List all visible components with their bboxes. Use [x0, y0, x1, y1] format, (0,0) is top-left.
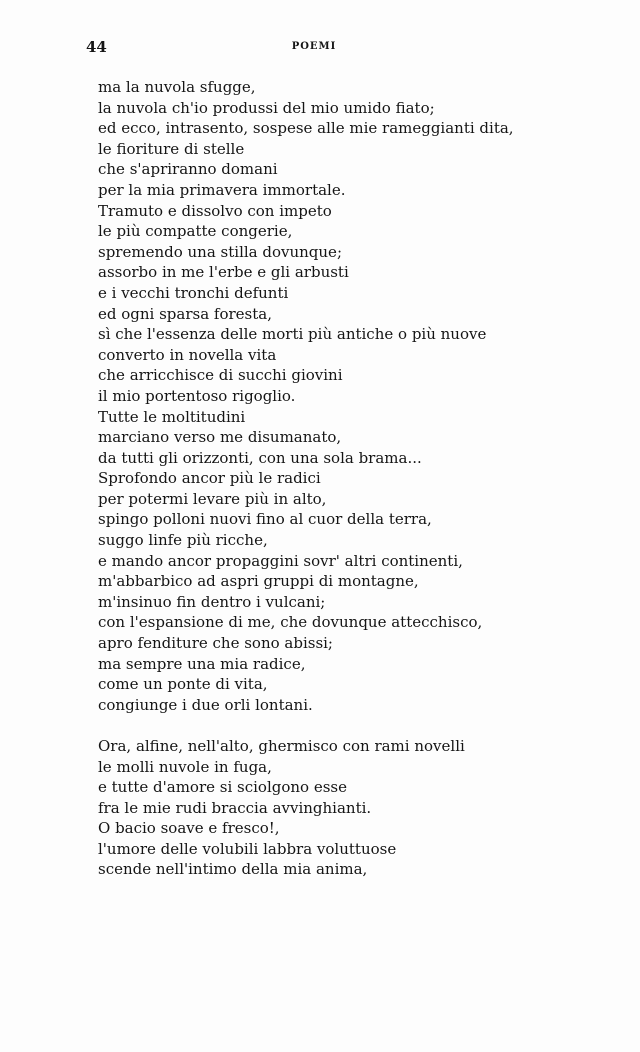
- poem-line: congiunge i due orli lontani.: [98, 695, 313, 714]
- poem-line: che arricchisce di succhi giovini: [98, 366, 343, 385]
- poem-line: spingo polloni nuovi fino al cuor della terra,: [98, 510, 432, 529]
- poem-line: che s'apriranno domani: [98, 160, 278, 179]
- poem-line: m'abbarbico ad aspri gruppi di montagne,: [98, 572, 419, 591]
- poem-line: converto in novella vita: [98, 345, 277, 364]
- poem-line: con l'espansione di me, che dovunque attecchisco,: [98, 613, 483, 632]
- poem-line: e tutte d'amore si sciolgono esse: [98, 778, 348, 797]
- stanza-1: [98, 77, 618, 715]
- poem-line: e mando ancor propaggini sovr' altri continenti,: [98, 551, 463, 570]
- poem-line: ed ogni sparsa foresta,: [98, 304, 272, 323]
- poem-line: e i vecchi tronchi defunti: [98, 283, 289, 302]
- poem-line: l'umore delle volubili labbra voluttuose: [98, 839, 397, 858]
- poem-line: il mio portentoso rigoglio.: [98, 386, 296, 405]
- page-number: 44: [86, 38, 107, 56]
- poem-line: sì che l'essenza delle morti più antiche o più nuove: [98, 325, 487, 344]
- poem-line: O bacio soave e fresco!,: [98, 819, 280, 838]
- poem-line: Tramuto e dissolvo con impeto: [98, 201, 332, 220]
- page-header: [86, 38, 542, 60]
- poem-line: le più compatte congerie,: [98, 222, 293, 241]
- poem-line: assorbo in me l'erbe e gli arbusti: [98, 263, 349, 282]
- poem-line: spremendo una stilla dovunque;: [98, 242, 342, 261]
- poem-line: ed ecco, intrasento, sospese alle mie rameggianti dita,: [98, 119, 514, 138]
- poem-line: apro fenditure che sono abissi;: [98, 634, 333, 653]
- poem-line: Sprofondo ancor più le radici: [98, 469, 321, 488]
- poem-line: m'insinuo fin dentro i vulcani;: [98, 592, 326, 611]
- poem-line: marciano verso me disumanato,: [98, 428, 342, 447]
- poem-line: fra le mie rudi braccia avvinghianti.: [98, 798, 372, 817]
- running-title: POEMI: [291, 41, 337, 52]
- poem-line: ma sempre una mia radice,: [98, 654, 306, 673]
- poem-line: per la mia primavera immortale.: [98, 180, 346, 199]
- poem-line: Ora, alfine, nell'alto, ghermisco con rami novelli: [98, 736, 465, 755]
- poem-line: per potermi levare più in alto,: [98, 489, 327, 508]
- poem-line: scende nell'intimo della mia anima,: [98, 860, 368, 879]
- poem-line: Tutte le moltitudini: [98, 407, 246, 426]
- stanza-2: [98, 736, 618, 880]
- poem-line: le molli nuvole in fuga,: [98, 757, 272, 776]
- poem-line: la nuvola ch'io produssi del mio umido fiato;: [98, 98, 435, 117]
- poem-line: da tutti gli orizzonti, con una sola brama...: [98, 448, 422, 467]
- poem-line: le fioriture di stelle: [98, 139, 245, 158]
- poem-line: suggo linfe più ricche,: [98, 531, 268, 550]
- poem-line: ma la nuvola sfugge,: [98, 78, 256, 96]
- poem-line: come un ponte di vita,: [98, 675, 268, 694]
- poem-body: [98, 77, 618, 880]
